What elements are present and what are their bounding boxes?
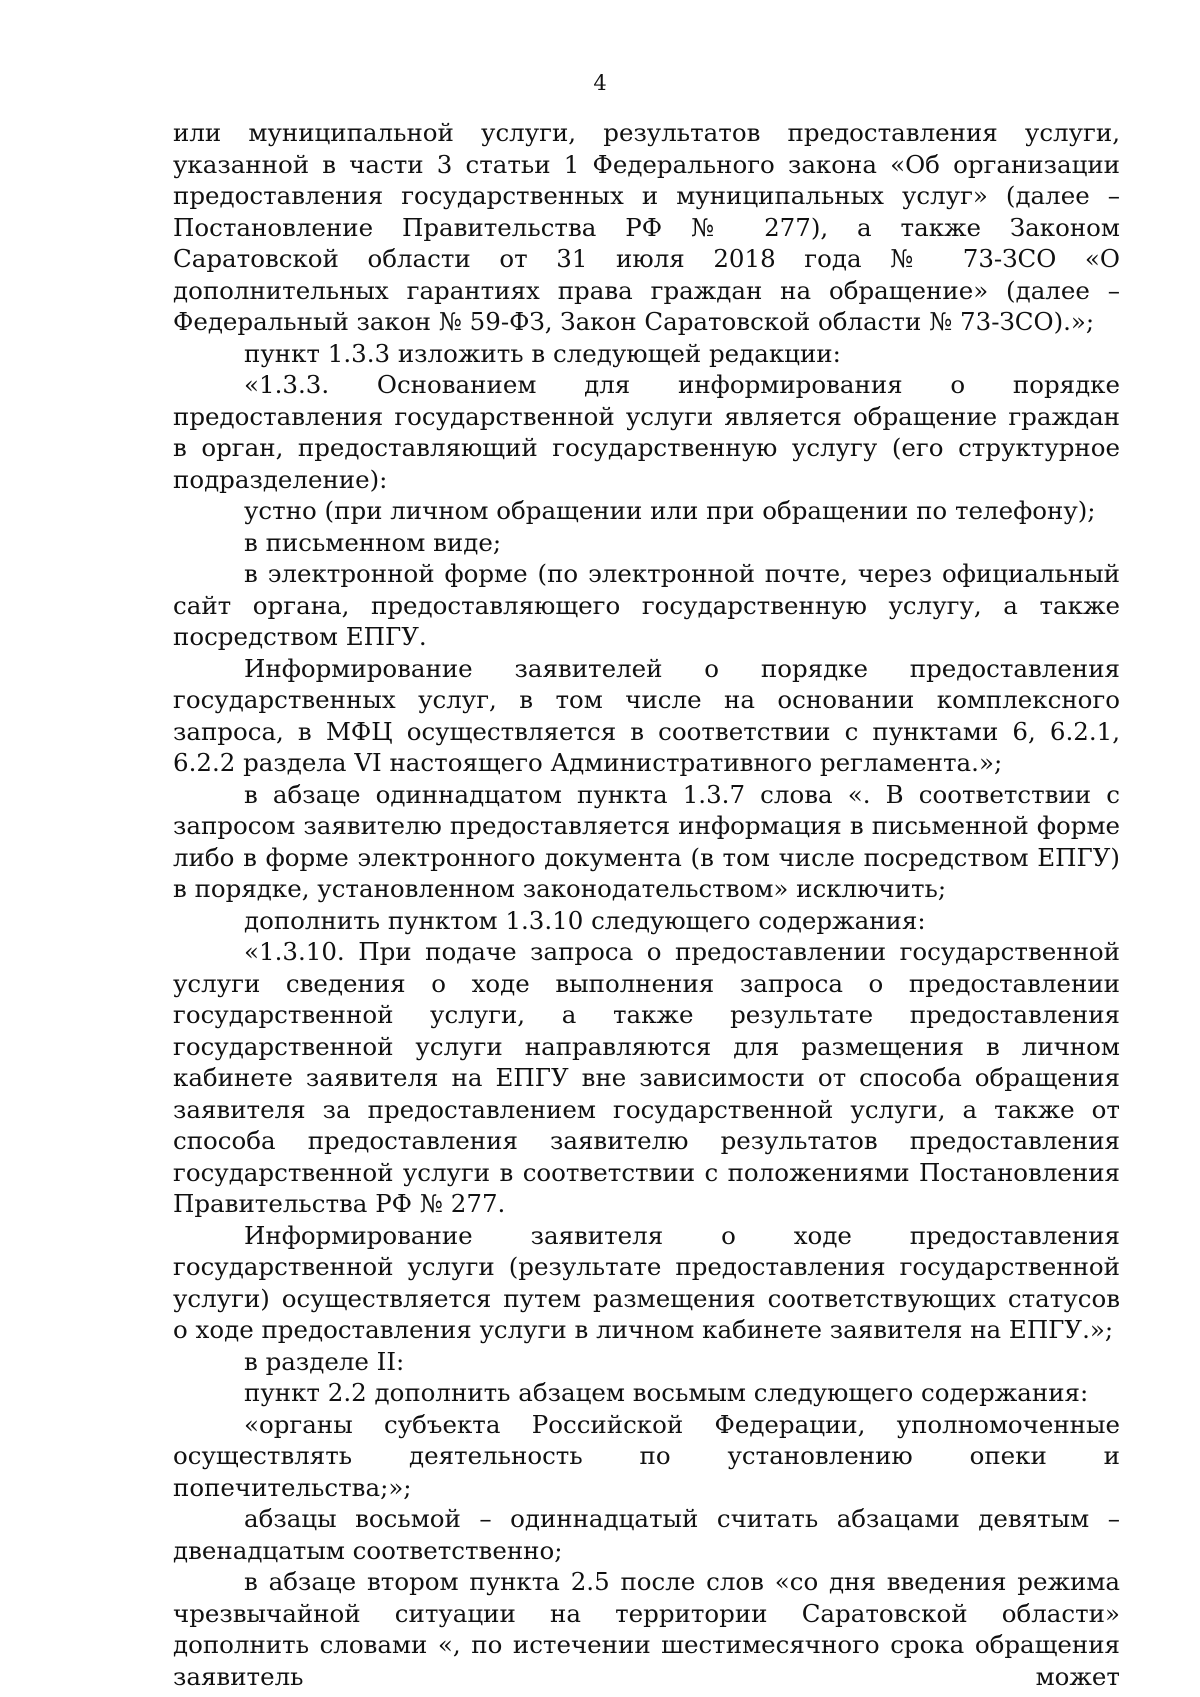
paragraph: абзацы восьмой – одиннадцатый считать абзацами девятым – двенадцатым соответственно; bbox=[173, 1504, 1120, 1565]
page-number: 4 bbox=[593, 71, 607, 95]
paragraph: в абзаце втором пункта 2.5 после слов «со дня введения режима чрезвычайной ситуации на территории Саратовской области» дополнить словами «, по истечении шестимесячного срока обращения заявитель может bbox=[173, 1567, 1120, 1691]
paragraph: или муниципальной услуги, результатов предоставления услуги, указанной в части 3 статьи 1 Федерального закона «Об организации предоставления государственных и муниципальных услуг» (далее – Постановление Правительства РФ № 277), а также Законом Саратовской области от 31 июля 2018 года № 73-ЗСО «О дополнительных гарантиях права граждан на обращение» (далее – Федеральный закон № 59-ФЗ, Закон Саратовской области № 73-ЗСО).»; bbox=[173, 118, 1120, 336]
paragraph: в электронной форме (по электронной почте, через официальный сайт органа, предоставляющего государственную услугу, а также посредством ЕПГУ. bbox=[173, 559, 1120, 651]
paragraph: в письменном виде; bbox=[244, 527, 502, 557]
paragraph: «1.3.3. Основанием для информирования о порядке предоставления государственной услуги является обращение граждан в орган, предоставляющий государственную услугу (его структурное подразделение): bbox=[173, 370, 1120, 494]
paragraph: в разделе II: bbox=[244, 1346, 405, 1376]
paragraph: «1.3.10. При подаче запроса о предоставлении государственной услуги сведения о ходе выполнения запроса о предоставлении государственной услуги, а также результате предоставления государственной услуги направляются для размещения в личном кабинете заявителя на ЕПГУ вне зависимости от способа обращения заявителя за предоставлением государственной услуги, а также от способа предоставления заявителю результатов предоставления государственной услуги в соответствии с положениями Постановления Правительства РФ № 277. bbox=[173, 937, 1120, 1218]
paragraph: устно (при личном обращении или при обращении по телефону); bbox=[244, 496, 1096, 525]
paragraph: в абзаце одиннадцатом пункта 1.3.7 слова «. В соответствии с запросом заявителю предоставляется информация в письменной форме либо в форме электронного документа (в том числе посредством ЕПГУ) в порядке, установленном законодательством» исключить; bbox=[173, 779, 1120, 903]
paragraph: пункт 2.2 дополнить абзацем восьмым следующего содержания: bbox=[244, 1378, 1089, 1407]
paragraph: дополнить пунктом 1.3.10 следующего содержания: bbox=[244, 905, 926, 935]
paragraph: Информирование заявителей о порядке предоставления государственных услуг, в том числе на основании комплексного запроса, в МФЦ осуществляется в соответствии с пунктами 6, 6.2.1, 6.2.2 раздела VI настоящего Административного регламента.»; bbox=[173, 653, 1120, 777]
paragraph: Информирование заявителя о ходе предоставления государственной услуги (результате предоставления государственной услуги) осуществляется путем размещения соответствующих статусов о ходе предоставления услуги в личном кабинете заявителя на ЕПГУ.»; bbox=[173, 1220, 1120, 1344]
paragraph: «органы субъекта Российской Федерации, уполномоченные осуществлять деятельность по установлению опеки и попечительства;»; bbox=[173, 1409, 1120, 1502]
paragraph: пункт 1.3.3 изложить в следующей редакции: bbox=[244, 338, 841, 368]
document-body bbox=[173, 117, 1120, 1692]
